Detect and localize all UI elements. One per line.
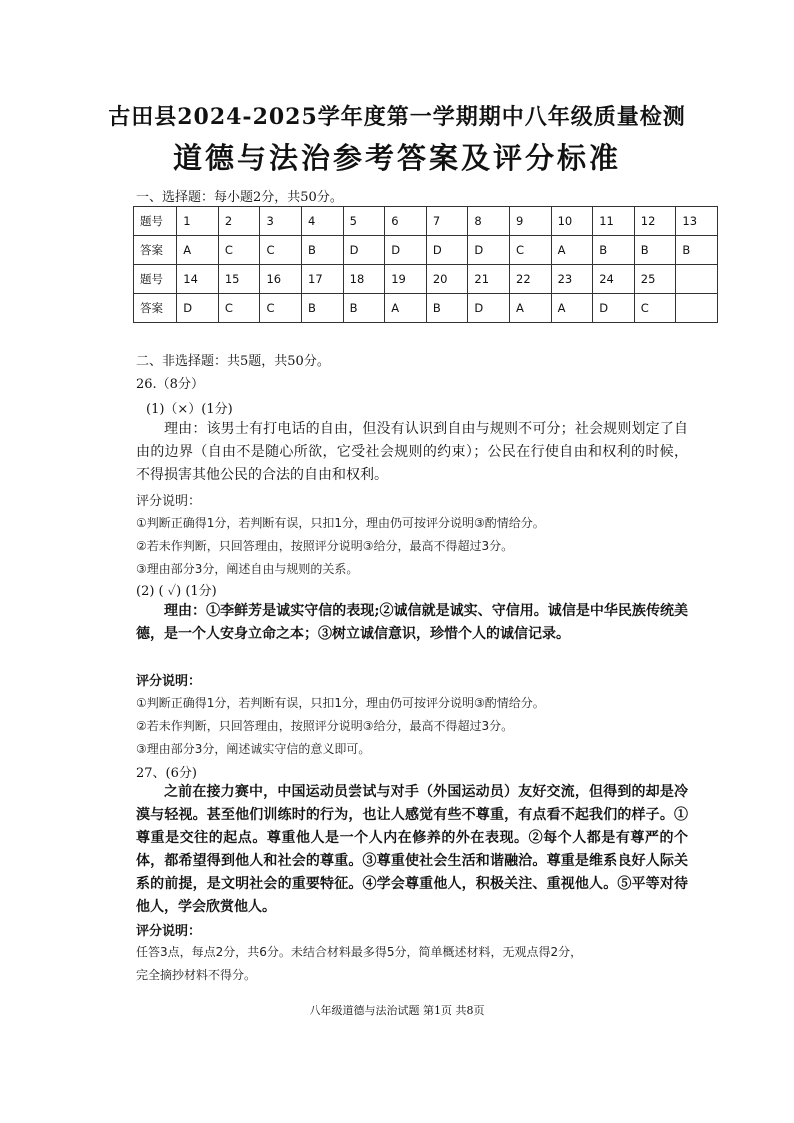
answer-cell xyxy=(676,294,718,323)
question-number-cell: 9 xyxy=(510,207,552,236)
answer-cell: A xyxy=(177,236,219,265)
table-row-question-numbers xyxy=(134,207,718,236)
question-number-cell: 5 xyxy=(343,207,385,236)
answer-cell: D xyxy=(468,294,510,323)
question-number-cell: 7 xyxy=(426,207,468,236)
page-title: 道德与法治参考答案及评分标准 xyxy=(172,141,621,175)
answer-cell: B xyxy=(302,236,344,265)
answer-cell: A xyxy=(385,294,427,323)
q26-part1-note-1: ①判断正确得1分，若判断有误，只扣1分，理由仍可按评分说明③酌情给分。 xyxy=(136,516,545,530)
answer-cell: A xyxy=(551,236,593,265)
q26-label: 26.（8分） xyxy=(136,377,204,392)
question-number-cell: 20 xyxy=(426,265,468,294)
q26-part2-scoring-label: 评分说明： xyxy=(136,674,202,689)
question-number-cell: 2 xyxy=(218,207,260,236)
answer-cell: D xyxy=(468,236,510,265)
table-row-answers xyxy=(134,236,718,265)
answer-cell: C xyxy=(260,236,302,265)
table-row-question-numbers xyxy=(134,265,718,294)
answer-cell: B xyxy=(302,294,344,323)
answer-cell: C xyxy=(634,294,676,323)
question-number-cell: 17 xyxy=(302,265,344,294)
answer-cell: C xyxy=(510,236,552,265)
page-footer: 八年级道德与法治试题 第1页 共8页 xyxy=(309,1004,485,1017)
question-number-cell: 24 xyxy=(593,265,635,294)
section1-heading: 一、选择题：每小题2分，共50分。 xyxy=(136,190,343,205)
answer-cell: D xyxy=(343,236,385,265)
question-number-cell: 3 xyxy=(260,207,302,236)
answer-cell: A xyxy=(510,294,552,323)
q26-part1-note-2: ②若未作判断，只回答理由，按照评分说明③给分，最高不得超过3分。 xyxy=(136,539,514,553)
answer-table xyxy=(133,206,718,323)
answer-cell: C xyxy=(218,294,260,323)
q26-part1-reason: 理由：该男士有打电话的自由，但没有认识到自由与规则不可分；社会规则划定了自由的边界（自由不是随心所欲，它受社会规则的约束）；公民在行使自由和权利的时候，不得损害其他公民的合法的自由和权利。 xyxy=(136,421,688,483)
q27-label: 27、(6分) xyxy=(136,766,197,781)
question-number-cell xyxy=(676,265,718,294)
question-number-cell: 15 xyxy=(218,265,260,294)
question-number-cell: 4 xyxy=(302,207,344,236)
question-number-cell: 23 xyxy=(551,265,593,294)
answer-cell: B xyxy=(676,236,718,265)
answer-cell: B xyxy=(593,236,635,265)
q26-part2-note-3: ③理由部分3分，阐述诚实守信的意义即可。 xyxy=(136,742,371,756)
answer-cell: B xyxy=(634,236,676,265)
question-number-cell: 22 xyxy=(510,265,552,294)
question-number-cell: 8 xyxy=(468,207,510,236)
question-number-cell: 25 xyxy=(634,265,676,294)
answer-cell: D xyxy=(593,294,635,323)
q27-note-2: 完全摘抄材料不得分。 xyxy=(136,968,257,982)
answer-cell: B xyxy=(426,294,468,323)
q26-part2-mark: (2) ( ✓) (1分) xyxy=(136,584,217,599)
answer-cell: D xyxy=(177,294,219,323)
q26-part1-scoring-label: 评分说明： xyxy=(136,494,202,509)
row-label-question: 题号 xyxy=(134,207,177,236)
section2-heading: 二、非选择题：共5题，共50分。 xyxy=(136,354,330,369)
answer-cell: B xyxy=(343,294,385,323)
exam-title: 古田县2024-2025学年度第一学期期中八年级质量检测 xyxy=(108,104,686,130)
question-number-cell: 13 xyxy=(676,207,718,236)
q26-part2-note-2: ②若未作判断，只回答理由，按照评分说明③给分，最高不得超过3分。 xyxy=(136,719,514,733)
answer-cell: C xyxy=(218,236,260,265)
table-row-answers xyxy=(134,294,718,323)
answer-cell: C xyxy=(260,294,302,323)
answer-cell: D xyxy=(385,236,427,265)
row-label-answer: 答案 xyxy=(134,236,177,265)
q26-part2-reason: 理由：①李鲜芳是诚实守信的表现;②诚信就是诚实、守信用。诚信是中华民族传统美德，是一个人安身立命之本；③树立诚信意识，珍惜个人的诚信记录。 xyxy=(136,603,688,642)
question-number-cell: 14 xyxy=(177,265,219,294)
q26-part2-note-1: ①判断正确得1分，若判断有误，只扣1分，理由仍可按评分说明③酌情给分。 xyxy=(136,696,545,710)
row-label-answer: 答案 xyxy=(134,294,177,323)
row-label-question: 题号 xyxy=(134,265,177,294)
question-number-cell: 1 xyxy=(177,207,219,236)
question-number-cell: 11 xyxy=(593,207,635,236)
answer-cell: A xyxy=(551,294,593,323)
question-number-cell: 18 xyxy=(343,265,385,294)
q26-part1-note-3: ③理由部分3分，阐述自由与规则的关系。 xyxy=(136,562,359,576)
question-number-cell: 21 xyxy=(468,265,510,294)
q27-note-1: 任答3点，每点2分，共6分。未结合材料最多得5分，简单概述材料，无观点得2分， xyxy=(136,945,583,959)
q27-scoring-label: 评分说明： xyxy=(136,924,202,939)
question-number-cell: 19 xyxy=(385,265,427,294)
question-number-cell: 6 xyxy=(385,207,427,236)
q26-part1-mark: (1)（×）(1分) xyxy=(146,402,233,417)
q27-answer: 之前在接力赛中，中国运动员尝试与对手（外国运动员）友好交流，但得到的却是冷漠与轻视。甚至他们训练时的行为，也让人感觉有些不尊重，有点看不起我们的样子。①尊重是交往的起点。尊重他人是一个人内在修养的外在表现。②每个人都是有尊严的个体，都希望得到他人和社会的尊重。③尊重使社会生活和谐融洽。尊重是维系良好人际关系的前提，是文明社会的重要特征。④学会尊重他人，积极关注、重视他人。⑤平等对待他人，学会欣赏他人。 xyxy=(136,784,688,915)
question-number-cell: 12 xyxy=(634,207,676,236)
answer-cell: D xyxy=(426,236,468,265)
question-number-cell: 16 xyxy=(260,265,302,294)
question-number-cell: 10 xyxy=(551,207,593,236)
